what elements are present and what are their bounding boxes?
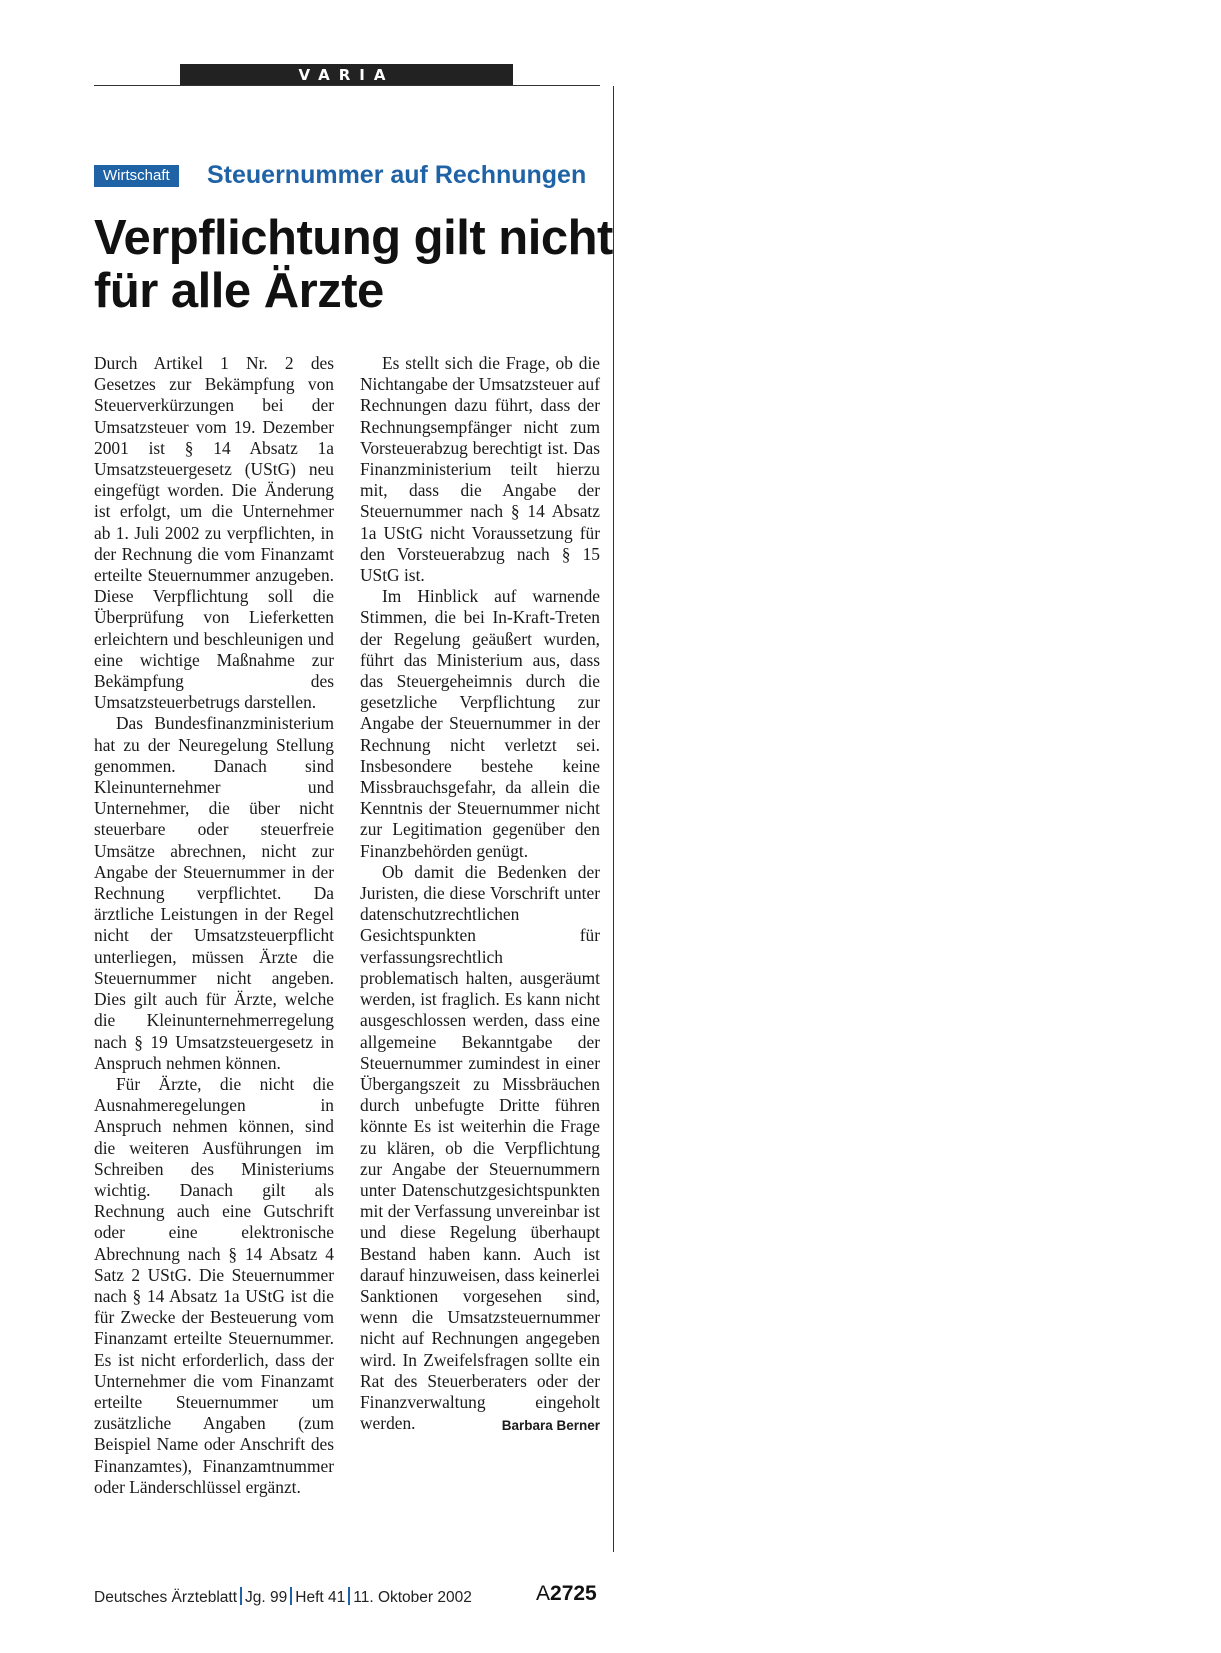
author-name: Barbara Berner	[501, 1418, 600, 1434]
article-column-right	[360, 353, 600, 1436]
headline-line-2: für alle Ärzte	[94, 264, 384, 318]
paragraph: Für Ärzte, die nicht die Ausnahmeregelungen in Anspruch nehmen können, sind die weiteren Ausführungen im Schreiben des Ministeriums wichtig. Danach gilt als Rechnung auch eine Gutschrift oder eine elektronische Abrechnung nach § 14 Absatz 4 Satz 2 UStG. Die Steuernummer nach § 14 Absatz 1a UStG ist die für Zwecke der Besteuerung vom Finanzamt erteilte Steuernummer. Es ist nicht erforderlich, dass der Unternehmer die vom Finanzamt erteilte Steuernummer um zusätzliche Angaben (zum Beispiel Name oder Anschrift des Finanzamtes), Finanzamtnummer oder Länderschlüssel ergänzt.	[94, 1073, 334, 1497]
section-banner: VARIA	[180, 64, 513, 86]
paragraph: Es stellt sich die Frage, ob die Nichtangabe der Umsatzsteuer auf Rechnungen dazu führt, dass der Rechnungsempfänger nicht zum Vorsteuerabzug berechtigt ist. Das Finanzministerium teilt hierzu mit, dass die Angabe der Steuernummer nach § 14 Absatz 1a UStG nicht Voraussetzung für den Vorsteuerabzug nach § 15 UStG ist.	[360, 353, 600, 586]
issue-date: 11. Oktober 2002	[353, 1589, 472, 1606]
volume: Jg. 99	[245, 1589, 288, 1606]
paragraph: Im Hinblick auf warnende Stimmen, die bei In-Kraft-Treten der Regelung geäußert wurden, führt das Ministerium aus, dass das Steuergeheimnis durch die gesetzliche Verpflichtung zur Angabe der Steuernummer in der Rechnung nicht verletzt sei. Insbesondere bestehe keine Missbrauchsgefahr, da allein die Kenntnis der Steuernummer nicht zur Legitimation gegenüber den Finanzbehörden genügt.	[360, 586, 600, 861]
page-number	[536, 1582, 597, 1606]
article-column-left	[94, 353, 334, 1498]
page-number-value: 2725	[550, 1582, 597, 1605]
kicker-title: Steuernummer auf Rechnungen	[207, 161, 587, 189]
headline-line-1: Verpflichtung gilt nicht	[94, 211, 613, 265]
footer-separator	[348, 1587, 350, 1605]
paragraph: Durch Artikel 1 Nr. 2 des Gesetzes zur Bekämpfung von Steuerverkürzungen bei der Umsatzsteuer vom 19. Dezember 2001 ist § 14 Absatz 1a Umsatzsteuergesetz (UStG) neu eingefügt worden. Die Änderung ist erfolgt, um die Unternehmer ab 1. Juli 2002 zu verpflichten, in der Rechnung die vom Finanzamt erteilte Steuernummer anzugeben. Diese Verpflichtung soll die Überprüfung von Lieferketten erleichtern und beschleunigen und eine wichtige Maßnahme zur Bekämpfung des Umsatzsteuerbetrugs darstellen.	[94, 353, 334, 713]
paragraph-text: Ob damit die Bedenken der Juristen, die diese Vorschrift unter datenschutzrechtlichen Gesichtspunkten für verfassungsrechtlich problematisch halten, ausgeräumt werden, ist fraglich. Es kann nicht ausgeschlossen werden, dass eine allgemeine Bekanntgabe der Steuernummer zumindest in einer Übergangszeit zu Missbräuchen durch unbefugte Dritte führen könnte Es ist weiterhin die Frage zu klären, ob die Verpflichtung zur Angabe der Steuernummern unter Datenschutzgesichtspunkten mit der Verfassung unvereinbar ist und diese Regelung überhaupt Bestand haben kann. Auch ist darauf hinzuweisen, dass keinerlei Sanktionen vorgesehen sind, wenn die Umsatzsteuernummer nicht auf Rechnungen angegeben wird. In Zweifelsfragen sollte ein Rat des Steuerberaters oder der Finanzverwaltung eingeholt werden.	[360, 861, 600, 1434]
paragraph: Das Bundesfinanzministerium hat zu der Neuregelung Stellung genommen. Danach sind Kleinunternehmer und Unternehmer, die über nicht steuerbare oder steuerfreie Umsätze abrechnen, nicht zur Angabe der Steuernummer in der Rechnung verpflichtet. Da ärztliche Leistungen in der Regel nicht der Umsatzsteuerpflicht unterliegen, müssen Ärzte die Steuernummer nicht angeben. Dies gilt auch für Ärzte, welche die Kleinunternehmerregelung nach § 19 Umsatzsteuergesetz in Anspruch nehmen können.	[94, 713, 334, 1073]
top-rule	[94, 85, 600, 86]
journal-name: Deutsches Ärzteblatt	[94, 1589, 238, 1606]
headline	[94, 212, 614, 318]
footer-citation	[94, 1587, 472, 1607]
issue: Heft 41	[295, 1589, 346, 1606]
page-prefix: A	[536, 1582, 551, 1605]
footer-separator	[240, 1587, 242, 1605]
footer-separator	[290, 1587, 292, 1605]
paragraph	[360, 862, 600, 1434]
category-tag: Wirtschaft	[94, 165, 179, 187]
